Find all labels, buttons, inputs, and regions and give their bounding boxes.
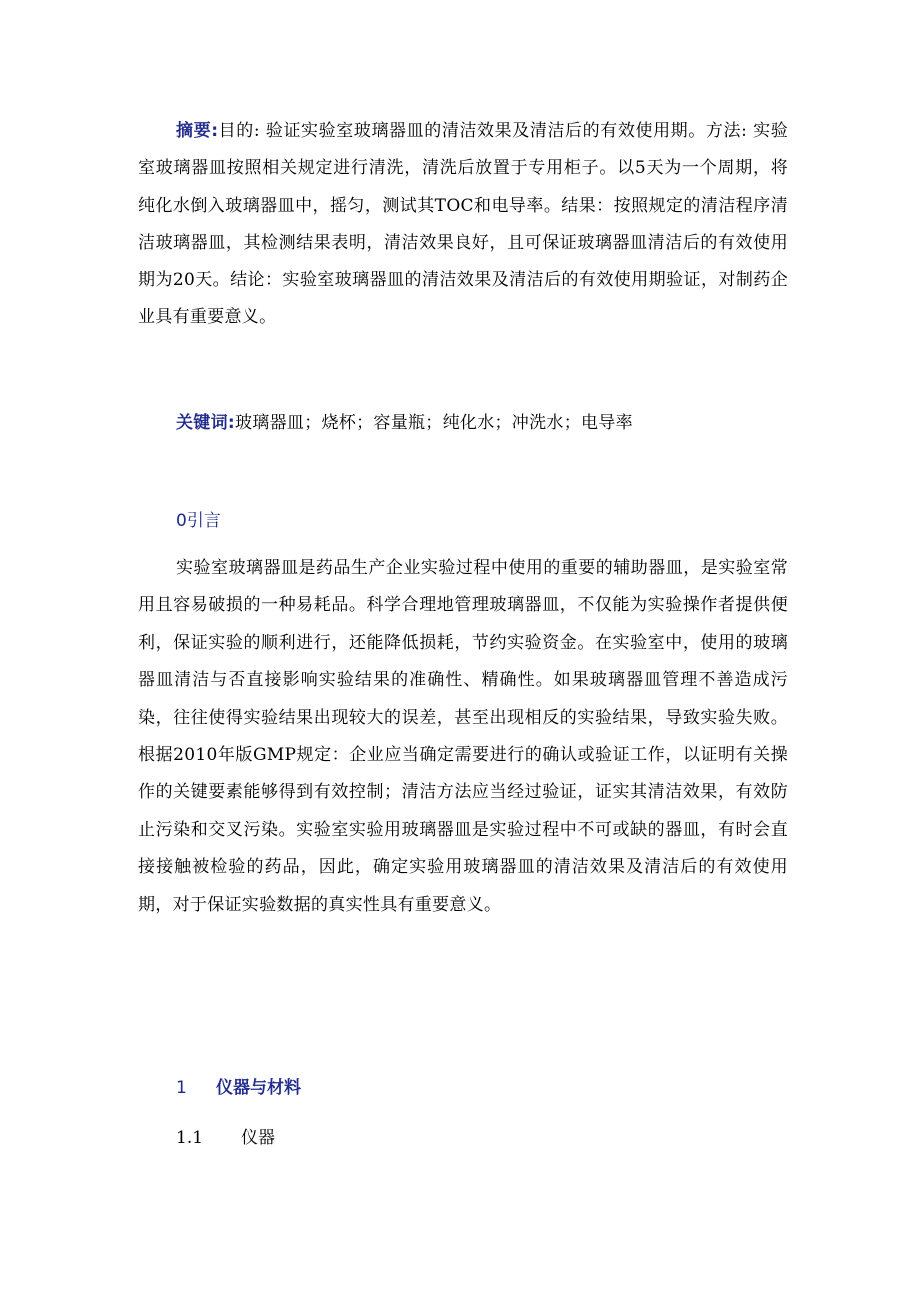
abstract-text: 目的: 验证实验室玻璃器皿的清洁效果及清洁后的有效使用期。方法: 实验室玻璃器皿按照相关规定进行清洗，清洗后放置于专用柜子。以5天为一个周期，将纯化水倒入玻璃器皿中，摇匀，测试其TOC和电导率。结果：按照规定的清洁程序清洁玻璃器皿，其检测结果表明，清洁效果良好，且可保证玻璃器皿清洁后的有效使用期为20天。结论：实验室玻璃器皿的清洁效果及清洁后的有效使用期验证，对制药企业具有重要意义。 xyxy=(138,121,789,328)
keywords-paragraph xyxy=(138,405,788,442)
subsection-title: 仪器 xyxy=(241,1128,275,1148)
abstract-paragraph xyxy=(138,113,788,337)
section-heading xyxy=(176,1076,301,1100)
section-number: 1 xyxy=(176,1078,187,1098)
introduction-heading: 0引言 xyxy=(176,511,221,531)
subsection-heading xyxy=(176,1126,275,1150)
keywords-label: 关键词: xyxy=(176,413,235,433)
section-title: 仪器与材料 xyxy=(216,1078,301,1098)
abstract-label: 摘要: xyxy=(176,121,219,141)
keywords-text: 玻璃器皿；烧杯；容量瓶；纯化水；冲洗水；电导率 xyxy=(235,413,633,433)
introduction-paragraph: 实验室玻璃器皿是药品生产企业实验过程中使用的重要的辅助器皿，是实验室常用且容易破损的一种易耗品。科学合理地管理玻璃器皿，不仅能为实验操作者提供便利，保证实验的顺利进行，还能降低损耗，节约实验资金。在实验室中，使用的玻璃器皿清洁与否直接影响实验结果的准确性、精确性。如果玻璃器皿管理不善造成污染，往往使得实验结果出现较大的误差，甚至出现相反的实验结果，导致实验失败。根据2010年版GMP规定：企业应当确定需要进行的确认或验证工作，以证明有关操作的关键要素能够得到有效控制；清洁方法应当经过验证，证实其清洁效果，有效防止污染和交叉污染。实验室实验用玻璃器皿是实验过程中不可或缺的器皿，有时会直接接触被检验的药品，因此，确定实验用玻璃器皿的清洁效果及清洁后的有效使用期，对于保证实验数据的真实性具有重要意义。 xyxy=(138,558,788,915)
subsection-number: 1.1 xyxy=(176,1128,204,1148)
